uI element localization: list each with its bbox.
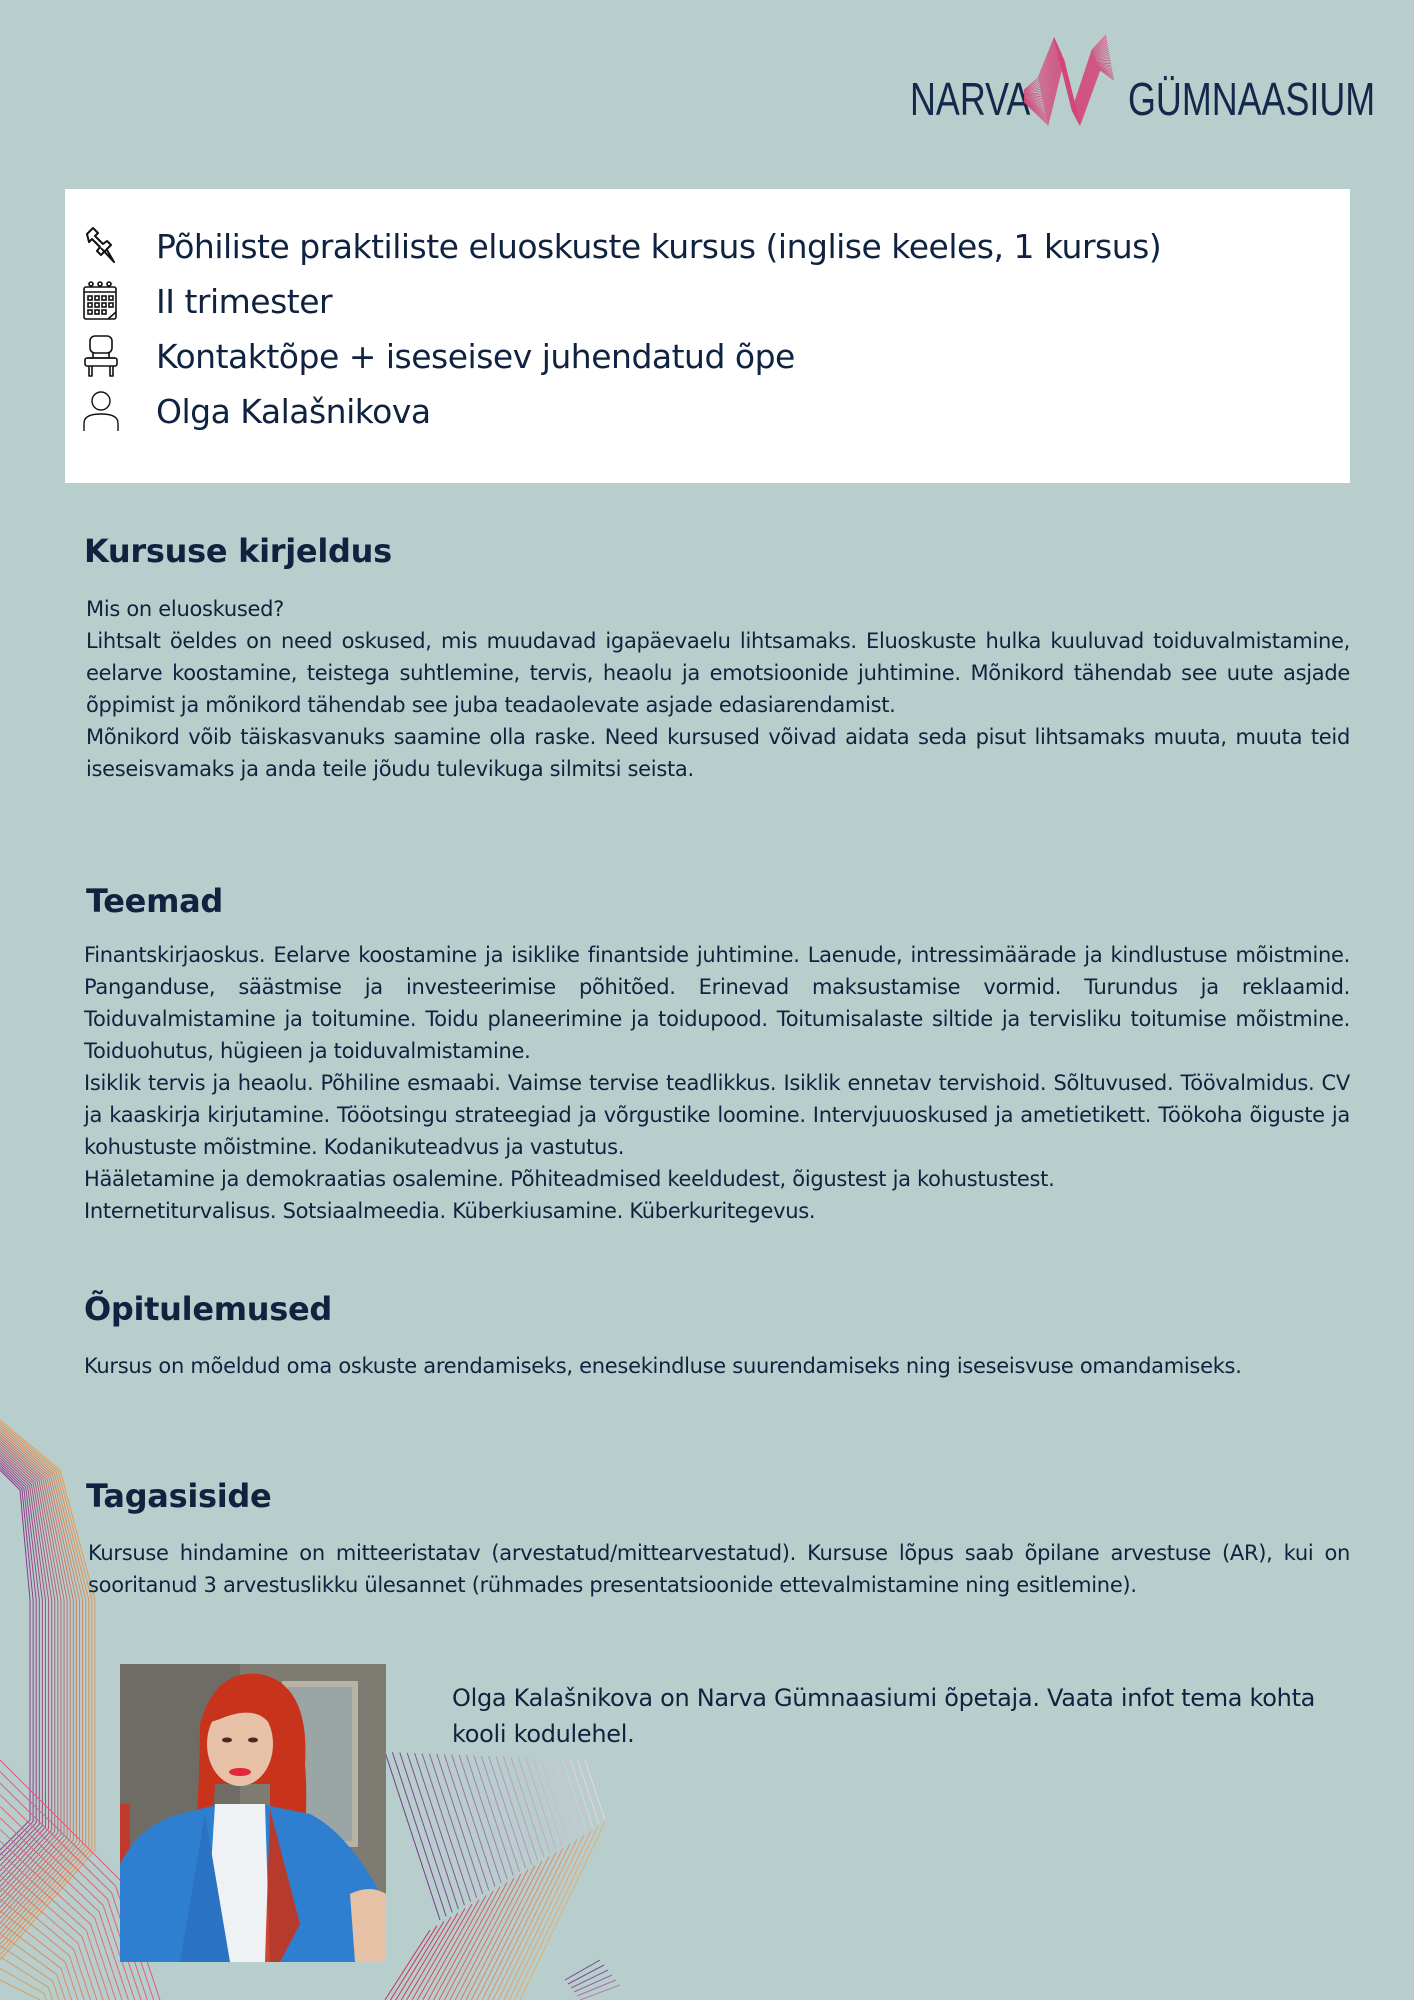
deco-line <box>0 1864 103 2000</box>
deco-line <box>509 1831 591 2000</box>
deco-line <box>504 1757 538 1861</box>
topics-paragraph: Finantskirjaoskus. Eelarve koostamine ja isiklike finantside juhtimine. Laenude, intressimäärade ja kindlustuse mõistmine. Panganduse, säästmise ja investeerimise põhitõed. Erinevad maksustamise vormid. Turundus ja reklaamid. Toiduvalmistamine ja toitumine. Toidu planeerimine ja toidupood. Toitumisalaste siltide ja tervisliku toitumise mõistmine. Toiduohutus, hügieen ja toiduvalmistamine. <box>84 943 1350 1063</box>
deco-line <box>0 1420 95 1960</box>
deco-line <box>0 1945 59 2000</box>
deco-line <box>0 1432 80 1934</box>
deco-line <box>0 1829 122 2000</box>
logo-emblem-icon <box>1024 30 1124 130</box>
deco-line <box>407 1913 458 2000</box>
deco-line <box>0 1422 92 1954</box>
description-paragraph: Lihtsalt öeldes on need oskused, mis muudavad igapäevaelu lihtsamaks. Eluoskuste hulka kuuluvad toiduvalmistamine, eelarve koostamine, teistega suhtlemine, tervis, heaolu ja emotsioonide juhtimine. Mõnikord tähendab see uute asjade õppimist ja mõnikord tähendab see juba teadaolevate asjade edasiarendamist. <box>86 629 1350 717</box>
deco-line <box>455 1874 521 2000</box>
deco-line <box>401 1917 451 2000</box>
deco-line <box>496 1756 532 1864</box>
deco-line <box>385 1930 430 2000</box>
school-logo <box>910 30 1376 130</box>
deco-line <box>461 1870 528 2000</box>
deco-line <box>452 1755 495 1887</box>
deco-line <box>396 1921 444 2000</box>
deco-line <box>0 1446 61 1902</box>
deco-line <box>0 1425 89 1950</box>
deco-line <box>0 1460 42 1870</box>
deco-line <box>429 1754 476 1898</box>
deco-line <box>511 1757 544 1857</box>
teacher-portrait-illustration <box>120 1664 386 1962</box>
deco-line <box>0 1957 53 2000</box>
deco-line <box>555 1759 580 1835</box>
deco-line <box>0 1899 84 2000</box>
topics-paragraph: Internetiturvalisus. Sotsiaalmeedia. Küberkiusamine. Küberkuritegevus. <box>84 1199 816 1223</box>
deco-line <box>450 1878 514 2000</box>
deco-line <box>0 1468 33 1856</box>
feedback-paragraph: Kursuse hindamine on mitteeristatav (arvestatud/mittearvestatud). Kursuse lõpus saab õpilane arvestuse (AR), kui on sooritanud 3 arvestuslikku ülesannet (rühmades presentatsioonide ettevalmistamine ning esitlemine). <box>88 1541 1350 1597</box>
deco-line <box>493 1844 570 2000</box>
deco-line <box>578 1760 599 1824</box>
deco-line <box>437 1754 483 1894</box>
deco-line <box>482 1852 556 2000</box>
deco-line <box>474 1756 513 1876</box>
person-icon <box>81 389 121 433</box>
deco-line <box>0 1437 73 1924</box>
teacher-name: Olga Kalašnikova <box>156 391 431 431</box>
deco-line <box>0 1911 78 2000</box>
deco-line <box>466 1865 535 2000</box>
deco-line <box>444 1882 507 2000</box>
deco-line <box>428 1895 486 2000</box>
deco-line <box>415 1753 465 1905</box>
deco-line <box>471 1861 542 2000</box>
logo-word-narva: NARVA <box>910 73 1031 125</box>
deco-mid-fan <box>385 1752 605 1920</box>
deco-line <box>0 1458 45 1876</box>
deco-line <box>0 1806 135 2000</box>
deco-line <box>570 1759 593 1827</box>
deco-line <box>0 1427 86 1944</box>
feedback-text <box>88 1537 1350 1601</box>
chair-icon <box>81 334 121 378</box>
deco-line <box>0 1463 39 1866</box>
deco-line <box>390 1926 437 2000</box>
course-title: Põhiliste praktiliste eluoskuste kursus (inglise keeles, 1 kursus) <box>156 226 1162 266</box>
topics-text <box>84 939 1350 1227</box>
deco-line <box>0 1456 49 1882</box>
deco-line <box>459 1755 501 1883</box>
deco-bottom-small <box>565 1960 620 2000</box>
deco-line <box>417 1904 472 2000</box>
deco-line <box>0 1818 128 2000</box>
deco-line <box>466 1755 507 1879</box>
section-title-feedback: Tagasiside <box>86 1477 272 1515</box>
deco-line <box>0 1470 30 1850</box>
deco-line <box>0 1465 36 1860</box>
deco-line <box>498 1839 577 2000</box>
deco-line <box>541 1758 569 1842</box>
deco-line <box>0 1876 97 2000</box>
deco-line <box>533 1758 562 1846</box>
deco-line <box>0 1441 67 1912</box>
deco-line <box>444 1754 489 1890</box>
section-title-topics: Teemad <box>86 882 224 920</box>
deco-line <box>565 1960 600 1980</box>
deco-line <box>0 1430 83 1940</box>
deco-line <box>423 1900 479 2000</box>
deco-line <box>477 1857 549 2000</box>
deco-line <box>412 1908 465 2000</box>
deco-line <box>0 1980 40 2000</box>
section-title-description: Kursuse kirjeldus <box>84 532 392 570</box>
description-paragraph: Mis on eluoskused? <box>86 597 285 621</box>
deco-line <box>0 1887 91 2000</box>
deco-line <box>400 1753 452 1913</box>
deco-line <box>585 1760 605 1820</box>
trimester-label: II trimester <box>156 281 333 321</box>
deco-line <box>0 1853 109 2000</box>
deco-line <box>392 1752 446 1916</box>
deco-line <box>0 1449 58 1898</box>
deco-line <box>489 1756 526 1868</box>
deco-line <box>488 1848 563 2000</box>
teacher-photo <box>120 1664 386 1962</box>
topics-paragraph: Hääletamine ja demokraatias osalemine. Põhiteadmised keeldudest, õigustest ja kohustustest. <box>84 1167 1055 1191</box>
deco-line <box>580 1985 620 2000</box>
deco-line <box>518 1757 550 1853</box>
deco-line <box>439 1887 500 2000</box>
deco-line <box>0 1968 46 2000</box>
deco-line <box>571 1970 608 1988</box>
description-text <box>86 593 1350 785</box>
outcomes-text: Kursus on mõeldud oma oskuste arendamiseks, enesekindluse suurendamiseks ning iseseisvuse omandamiseks. <box>84 1354 1242 1378</box>
deco-line <box>520 1822 605 2000</box>
course-info-card <box>65 189 1350 483</box>
deco-line <box>434 1891 493 2000</box>
deco-line <box>385 1752 440 1920</box>
deco-line <box>574 1975 612 1992</box>
deco-line <box>0 1451 55 1892</box>
teacher-bio: Olga Kalašnikova on Narva Gümnaasiumi õpetaja. Vaata infot tema kohta kooli kodulehel. <box>452 1684 1316 1748</box>
section-title-outcomes: Õpitulemused <box>84 1290 333 1328</box>
deco-line <box>0 1444 64 1908</box>
deco-line <box>548 1759 574 1839</box>
study-form-label: Kontaktõpe + iseseisev juhendatud õpe <box>156 336 795 376</box>
logo-word-gumnaasium: GÜMNAASIUM <box>1128 73 1376 125</box>
deco-line <box>568 1965 604 1984</box>
deco-line <box>526 1758 556 1850</box>
deco-mid-warm <box>385 1822 605 2000</box>
pushpin-icon <box>81 224 121 268</box>
deco-line <box>577 1980 616 1996</box>
deco-line <box>0 1453 52 1886</box>
deco-left-bundle <box>0 1420 95 1960</box>
deco-line <box>422 1753 471 1901</box>
deco-line <box>0 1439 70 1918</box>
deco-line <box>0 1434 76 1928</box>
deco-line <box>0 1841 116 2000</box>
deco-line <box>0 1922 72 2000</box>
deco-line <box>481 1756 519 1872</box>
deco-line <box>0 1934 65 2000</box>
description-paragraph: Mõnikord võib täiskasvanuks saamine olla raske. Need kursused võivad aidata seda pisut lihtsamaks muuta, muuta teid iseseisvamaks ja anda teile jõudu tulevikuga silmitsi seista. <box>86 725 1350 781</box>
topics-paragraph: Isiklik tervis ja heaolu. Põhiline esmaabi. Vaimse tervise teadlikkus. Isiklik ennetav tervishoid. Sõltuvused. Töövalmidus. CV ja kaaskirja kirjutamine. Tööotsingu strateegiad ja võrgustike loomine. Intervjuuoskused ja ametietikett. Töökoha õiguste ja kohustuste mõistmine. Kodanikuteadvus ja vastutus. <box>84 1071 1350 1159</box>
deco-line <box>515 1826 598 2000</box>
deco-line <box>563 1759 587 1831</box>
deco-line <box>407 1753 458 1909</box>
calendar-icon <box>81 279 121 323</box>
deco-line <box>504 1835 584 2000</box>
